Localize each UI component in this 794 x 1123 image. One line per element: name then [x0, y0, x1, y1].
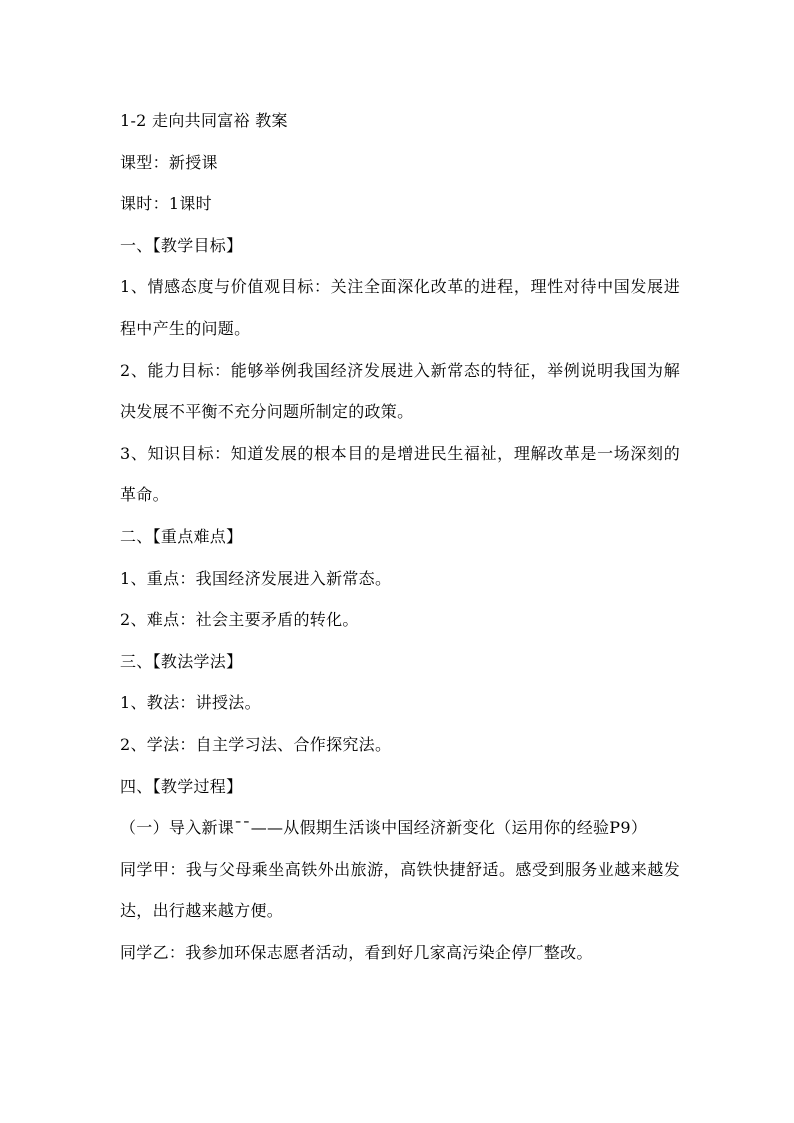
process-subheading: （一）导入新课¯¯——从假期生活谈中国经济新变化（运用你的经验P9）	[120, 818, 648, 838]
method-item: 2、学法：自主学习法、合作探究法。	[120, 734, 392, 754]
key-point-item: 1、重点：我国经济发展进入新常态。	[120, 568, 392, 588]
class-hours: 课时：1课时	[120, 194, 212, 214]
objective-item: 1、情感态度与价值观目标：关注全面深化改革的进程，理性对待中国发展进程中产生的问题。	[120, 277, 680, 338]
objective-item: 3、知识目标：知道发展的根本目的是增进民生福祉，理解改革是一场深刻的革命。	[120, 443, 680, 505]
process-item: 同学乙：我参加环保志愿者活动，看到好几家高污染企停厂整改。	[120, 942, 593, 962]
process-item: 同学甲：我与父母乘坐高铁外出旅游，高铁快捷舒适。感受到服务业越来越发达，出行越来越方便。	[120, 859, 680, 921]
method-item: 1、教法：讲授法。	[120, 693, 261, 713]
section-heading-key-points: 二、【重点难点】	[120, 526, 243, 546]
section-heading-process: 四、【教学过程】	[120, 776, 243, 796]
course-type: 课型：新授课	[120, 152, 218, 172]
section-heading-methods: 三、【教法学法】	[120, 651, 243, 671]
section-heading-objectives: 一、【教学目标】	[120, 235, 243, 255]
objective-item: 2、能力目标：能够举例我国经济发展进入新常态的特征，举例说明我国为解决发展不平衡不充分问题所制定的政策。	[120, 360, 680, 422]
key-point-item: 2、难点：社会主要矛盾的转化。	[120, 610, 359, 630]
document-title: 1-2 走向共同富裕 教案	[120, 111, 288, 130]
document-page	[120, 100, 680, 973]
